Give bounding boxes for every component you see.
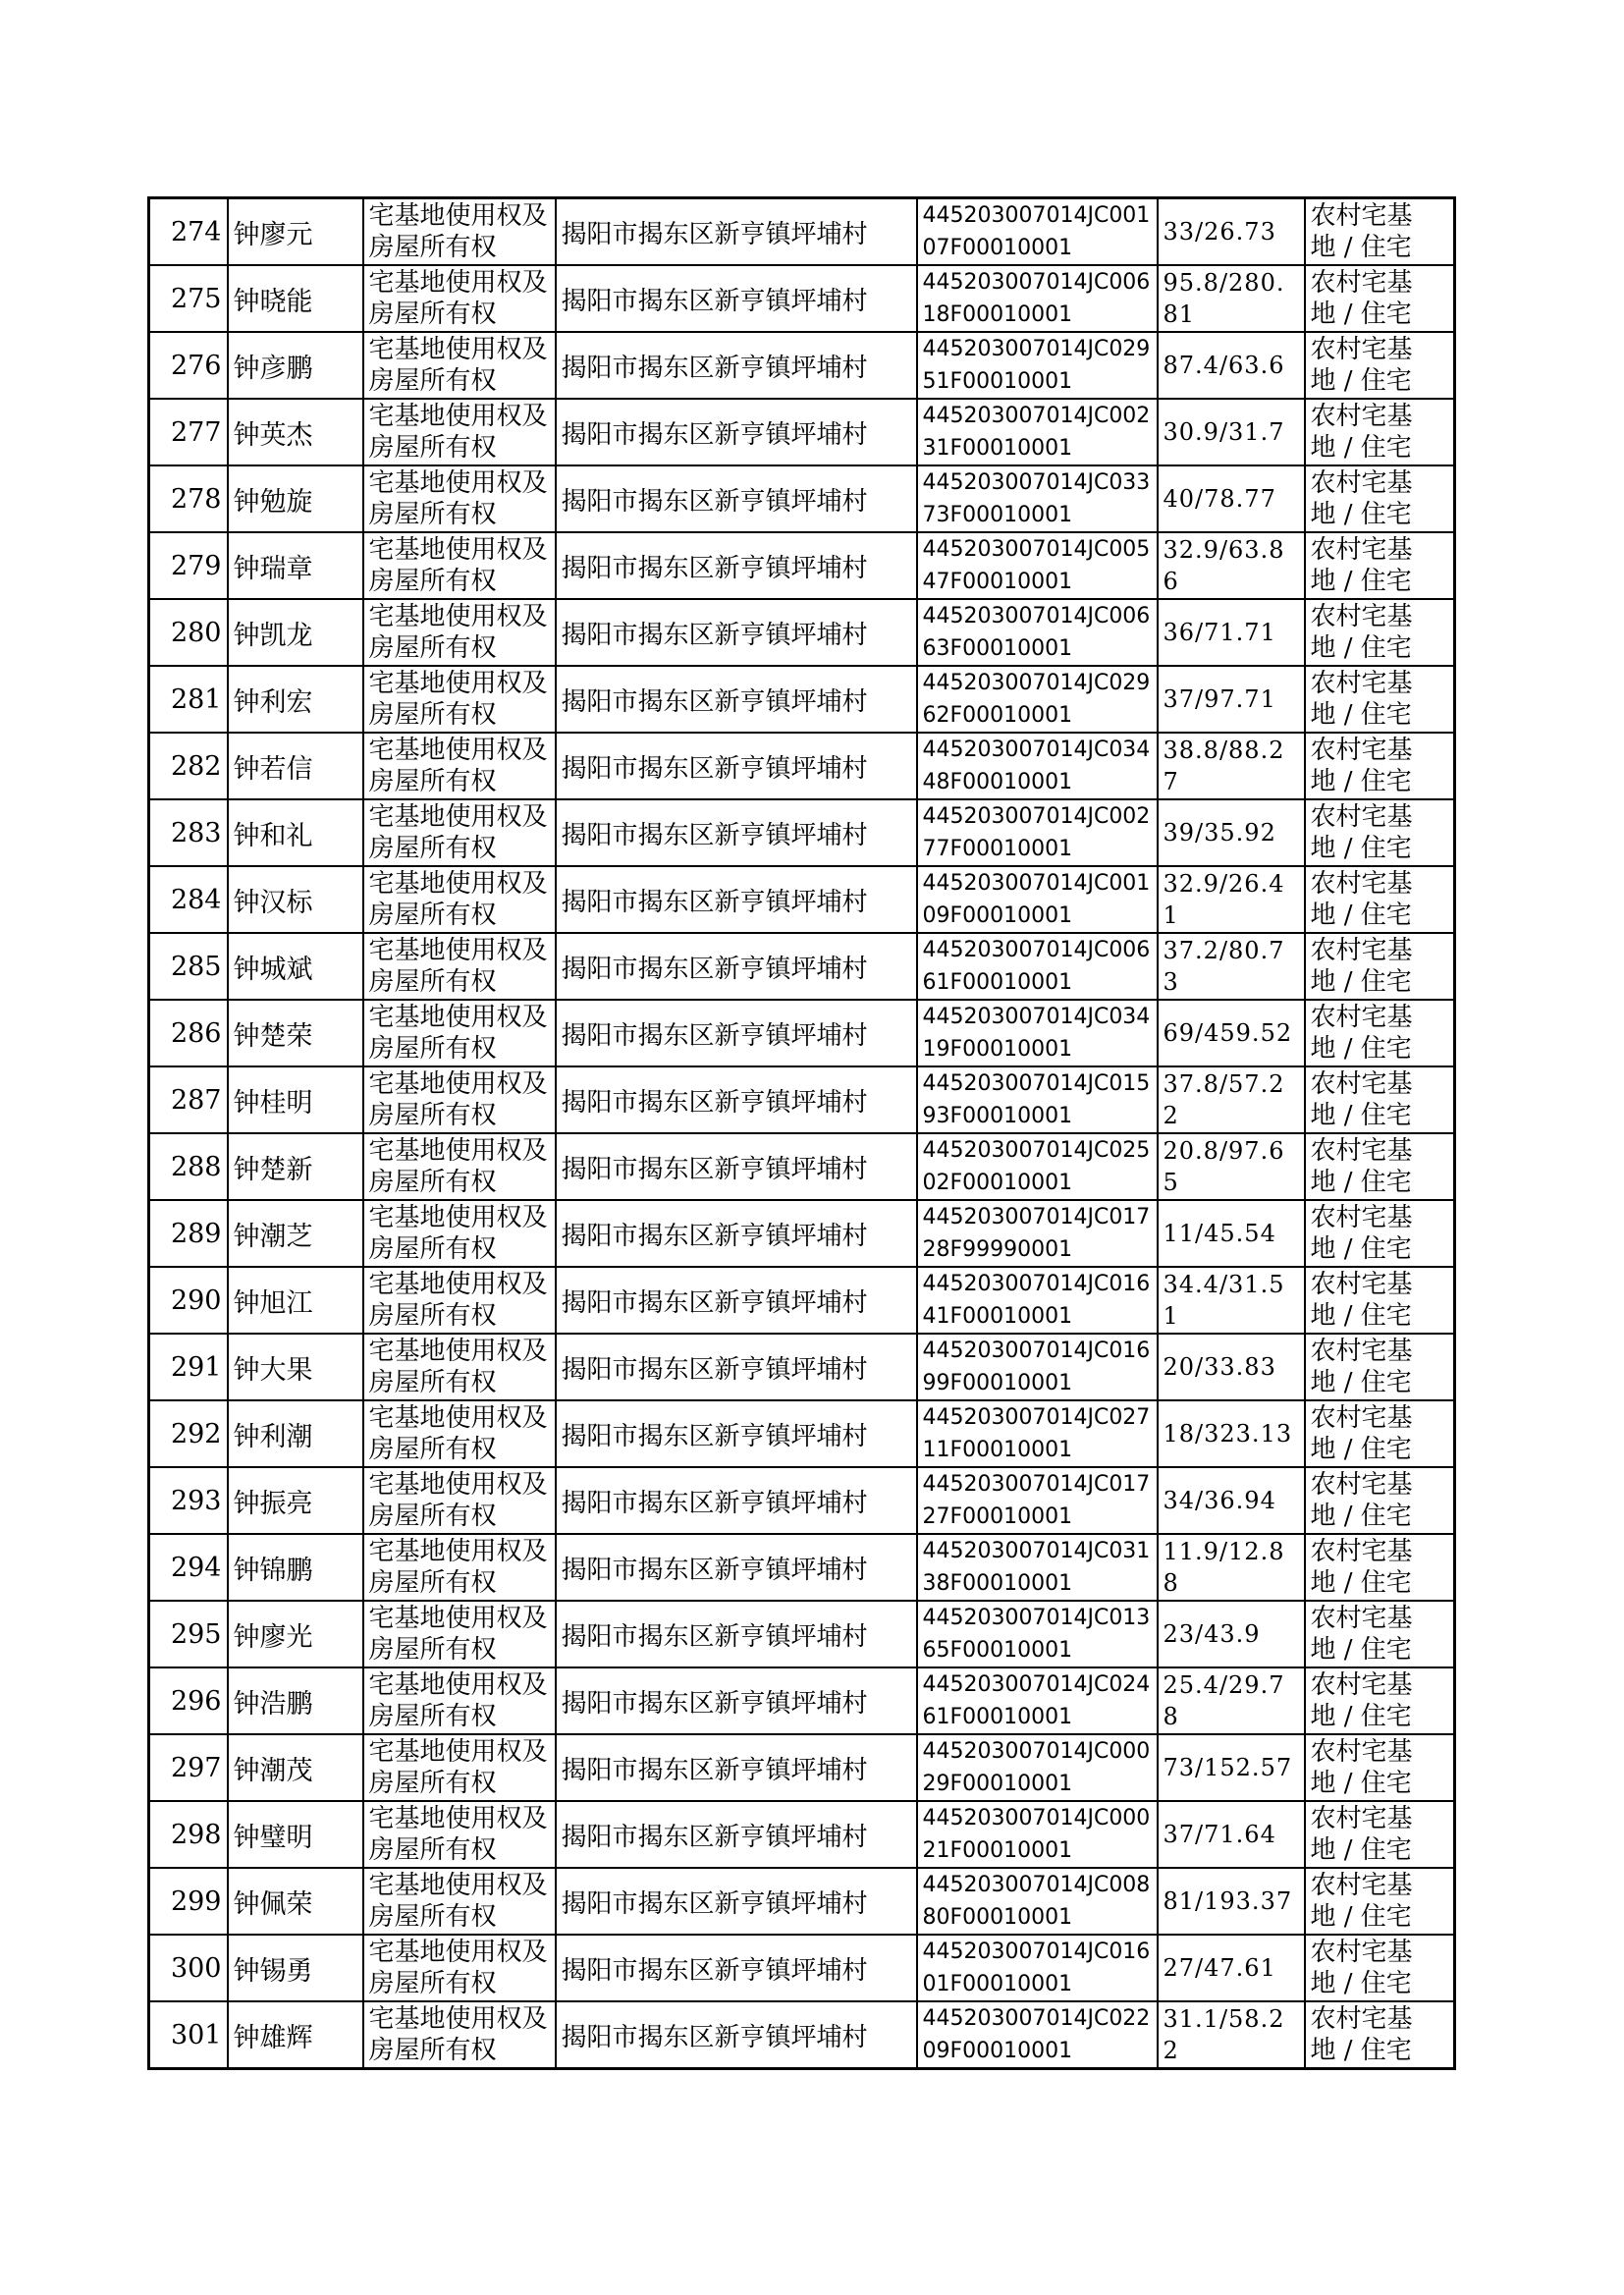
- usage-line-2: 地 / 住宅: [1310, 700, 1412, 730]
- right-type-cell: 宅基地使用权及房屋所有权: [363, 1200, 556, 1267]
- right-type-cell: 宅基地使用权及房屋所有权: [363, 599, 556, 666]
- unit-code-cell: 445203007014JC03419F00010001: [917, 1000, 1158, 1066]
- usage-cell: [1305, 1133, 1455, 1200]
- area-cell: 11.9/12.88: [1158, 1534, 1305, 1601]
- usage-line-2: 地 / 住宅: [1310, 767, 1412, 796]
- usage-cell: [1305, 1734, 1455, 1801]
- area-cell: 69/459.52: [1158, 1000, 1305, 1066]
- location-cell: 揭阳市揭东区新亨镇坪埔村: [556, 1467, 917, 1534]
- right-type-cell: 宅基地使用权及房屋所有权: [363, 799, 556, 866]
- owner-name-cell: 钟锦鹏: [228, 1534, 363, 1601]
- usage-cell: [1305, 465, 1455, 532]
- area-cell: 40/78.77: [1158, 465, 1305, 532]
- unit-code-cell: 445203007014JC00029F00010001: [917, 1734, 1158, 1801]
- unit-code-cell: 445203007014JC02962F00010001: [917, 666, 1158, 733]
- serial-number-cell: 298: [149, 1801, 228, 1868]
- location-cell: 揭阳市揭东区新亨镇坪埔村: [556, 2001, 917, 2069]
- registration-table: [147, 196, 1456, 2070]
- serial-number-cell: 294: [149, 1534, 228, 1601]
- owner-name-cell: 钟英杰: [228, 399, 363, 465]
- usage-line-2: 地 / 住宅: [1310, 1168, 1412, 1197]
- right-type-cell: 宅基地使用权及房屋所有权: [363, 465, 556, 532]
- owner-name-cell: 钟廖光: [228, 1601, 363, 1667]
- serial-number-cell: 281: [149, 666, 228, 733]
- usage-line-2: 地 / 住宅: [1310, 901, 1412, 930]
- right-type-cell: 宅基地使用权及房屋所有权: [363, 265, 556, 332]
- owner-name-cell: 钟浩鹏: [228, 1667, 363, 1734]
- table-row: [149, 1801, 1455, 1868]
- right-type-cell: 宅基地使用权及房屋所有权: [363, 399, 556, 465]
- usage-line-1: 农村宅基: [1310, 736, 1413, 765]
- location-cell: 揭阳市揭东区新亨镇坪埔村: [556, 1000, 917, 1066]
- unit-code-cell: 445203007014JC01601F00010001: [917, 1935, 1158, 2001]
- table-row: [149, 1400, 1455, 1467]
- right-type-cell: 宅基地使用权及房屋所有权: [363, 1334, 556, 1400]
- area-cell: 39/35.92: [1158, 799, 1305, 866]
- area-cell: 18/323.13: [1158, 1400, 1305, 1467]
- unit-code-cell: 445203007014JC02461F00010001: [917, 1667, 1158, 1734]
- serial-number-cell: 289: [149, 1200, 228, 1267]
- usage-line-2: 地 / 住宅: [1310, 1902, 1412, 1932]
- usage-cell: [1305, 1334, 1455, 1400]
- table-row: [149, 1000, 1455, 1066]
- serial-number-cell: 274: [149, 198, 228, 266]
- serial-number-cell: 280: [149, 599, 228, 666]
- usage-cell: [1305, 1200, 1455, 1267]
- usage-line-1: 农村宅基: [1310, 1337, 1413, 1366]
- usage-line-1: 农村宅基: [1310, 1604, 1413, 1633]
- owner-name-cell: 钟雄辉: [228, 2001, 363, 2069]
- table-row: [149, 1868, 1455, 1935]
- area-cell: 37/71.64: [1158, 1801, 1305, 1868]
- usage-line-1: 农村宅基: [1310, 669, 1413, 698]
- usage-line-2: 地 / 住宅: [1310, 1702, 1412, 1731]
- table-row: [149, 1267, 1455, 1334]
- usage-cell: [1305, 799, 1455, 866]
- location-cell: 揭阳市揭东区新亨镇坪埔村: [556, 1334, 917, 1400]
- usage-cell: [1305, 866, 1455, 933]
- usage-line-1: 农村宅基: [1310, 2004, 1413, 2034]
- location-cell: 揭阳市揭东区新亨镇坪埔村: [556, 599, 917, 666]
- owner-name-cell: 钟城斌: [228, 933, 363, 1000]
- usage-line-2: 地 / 住宅: [1310, 1234, 1412, 1264]
- usage-line-1: 农村宅基: [1310, 1938, 1413, 1967]
- usage-line-1: 农村宅基: [1310, 1470, 1413, 1500]
- owner-name-cell: 钟若信: [228, 733, 363, 799]
- unit-code-cell: 445203007014JC03448F00010001: [917, 733, 1158, 799]
- right-type-cell: 宅基地使用权及房屋所有权: [363, 198, 556, 266]
- unit-code-cell: 445203007014JC01593F00010001: [917, 1066, 1158, 1133]
- serial-number-cell: 300: [149, 1935, 228, 2001]
- table-row: [149, 1066, 1455, 1133]
- location-cell: 揭阳市揭东区新亨镇坪埔村: [556, 465, 917, 532]
- serial-number-cell: 286: [149, 1000, 228, 1066]
- serial-number-cell: 283: [149, 799, 228, 866]
- owner-name-cell: 钟楚新: [228, 1133, 363, 1200]
- usage-cell: [1305, 532, 1455, 599]
- serial-number-cell: 287: [149, 1066, 228, 1133]
- table-row: [149, 399, 1455, 465]
- usage-line-2: 地 / 住宅: [1310, 1835, 1412, 1865]
- table-row: [149, 933, 1455, 1000]
- right-type-cell: 宅基地使用权及房屋所有权: [363, 1801, 556, 1868]
- right-type-cell: 宅基地使用权及房屋所有权: [363, 1133, 556, 1200]
- location-cell: 揭阳市揭东区新亨镇坪埔村: [556, 532, 917, 599]
- usage-cell: [1305, 1066, 1455, 1133]
- usage-line-1: 农村宅基: [1310, 1003, 1413, 1032]
- unit-code-cell: 445203007014JC01641F00010001: [917, 1267, 1158, 1334]
- right-type-cell: 宅基地使用权及房屋所有权: [363, 866, 556, 933]
- usage-line-2: 地 / 住宅: [1310, 2036, 1412, 2065]
- location-cell: 揭阳市揭东区新亨镇坪埔村: [556, 1601, 917, 1667]
- owner-name-cell: 钟彦鹏: [228, 332, 363, 399]
- usage-line-2: 地 / 住宅: [1310, 1101, 1412, 1130]
- table-row: [149, 1935, 1455, 2001]
- unit-code-cell: 445203007014JC02209F00010001: [917, 2001, 1158, 2069]
- serial-number-cell: 275: [149, 265, 228, 332]
- serial-number-cell: 285: [149, 933, 228, 1000]
- unit-code-cell: 445203007014JC02951F00010001: [917, 332, 1158, 399]
- location-cell: 揭阳市揭东区新亨镇坪埔村: [556, 1734, 917, 1801]
- usage-line-1: 农村宅基: [1310, 869, 1413, 899]
- table-row: [149, 2001, 1455, 2069]
- area-cell: 30.9/31.7: [1158, 399, 1305, 465]
- area-cell: 23/43.9: [1158, 1601, 1305, 1667]
- usage-cell: [1305, 332, 1455, 399]
- area-cell: 34/36.94: [1158, 1467, 1305, 1534]
- location-cell: 揭阳市揭东区新亨镇坪埔村: [556, 399, 917, 465]
- unit-code-cell: 445203007014JC00231F00010001: [917, 399, 1158, 465]
- unit-code-cell: 445203007014JC00618F00010001: [917, 265, 1158, 332]
- right-type-cell: 宅基地使用权及房屋所有权: [363, 1534, 556, 1601]
- usage-line-1: 农村宅基: [1310, 936, 1413, 965]
- unit-code-cell: 445203007014JC03373F00010001: [917, 465, 1158, 532]
- table-row: [149, 465, 1455, 532]
- location-cell: 揭阳市揭东区新亨镇坪埔村: [556, 1935, 917, 2001]
- usage-cell: [1305, 733, 1455, 799]
- unit-code-cell: 445203007014JC01699F00010001: [917, 1334, 1158, 1400]
- unit-code-cell: 445203007014JC00021F00010001: [917, 1801, 1158, 1868]
- area-cell: 33/26.73: [1158, 198, 1305, 266]
- usage-cell: [1305, 1868, 1455, 1935]
- unit-code-cell: 445203007014JC00277F00010001: [917, 799, 1158, 866]
- area-cell: 20/33.83: [1158, 1334, 1305, 1400]
- usage-cell: [1305, 198, 1455, 266]
- table-row: [149, 1667, 1455, 1734]
- usage-line-1: 农村宅基: [1310, 1403, 1413, 1433]
- right-type-cell: 宅基地使用权及房屋所有权: [363, 532, 556, 599]
- table-row: [149, 265, 1455, 332]
- serial-number-cell: 299: [149, 1868, 228, 1935]
- owner-name-cell: 钟晓能: [228, 265, 363, 332]
- area-cell: 87.4/63.6: [1158, 332, 1305, 399]
- usage-line-1: 农村宅基: [1310, 802, 1413, 832]
- usage-line-2: 地 / 住宅: [1310, 366, 1412, 396]
- usage-line-2: 地 / 住宅: [1310, 233, 1412, 262]
- usage-line-2: 地 / 住宅: [1310, 834, 1412, 863]
- usage-line-1: 农村宅基: [1310, 402, 1413, 431]
- table-row: [149, 1133, 1455, 1200]
- serial-number-cell: 276: [149, 332, 228, 399]
- right-type-cell: 宅基地使用权及房屋所有权: [363, 733, 556, 799]
- table-row: [149, 1467, 1455, 1534]
- unit-code-cell: 445203007014JC00880F00010001: [917, 1868, 1158, 1935]
- owner-name-cell: 钟楚荣: [228, 1000, 363, 1066]
- usage-cell: [1305, 599, 1455, 666]
- table-row: [149, 198, 1455, 266]
- usage-line-2: 地 / 住宅: [1310, 1635, 1412, 1665]
- usage-cell: [1305, 1667, 1455, 1734]
- owner-name-cell: 钟振亮: [228, 1467, 363, 1534]
- location-cell: 揭阳市揭东区新亨镇坪埔村: [556, 1868, 917, 1935]
- usage-line-2: 地 / 住宅: [1310, 633, 1412, 663]
- serial-number-cell: 279: [149, 532, 228, 599]
- location-cell: 揭阳市揭东区新亨镇坪埔村: [556, 332, 917, 399]
- owner-name-cell: 钟佩荣: [228, 1868, 363, 1935]
- area-cell: 73/152.57: [1158, 1734, 1305, 1801]
- usage-line-2: 地 / 住宅: [1310, 1301, 1412, 1331]
- usage-cell: [1305, 1267, 1455, 1334]
- serial-number-cell: 301: [149, 2001, 228, 2069]
- owner-name-cell: 钟利潮: [228, 1400, 363, 1467]
- right-type-cell: 宅基地使用权及房屋所有权: [363, 1601, 556, 1667]
- area-cell: 20.8/97.65: [1158, 1133, 1305, 1200]
- usage-line-2: 地 / 住宅: [1310, 433, 1412, 463]
- usage-line-1: 农村宅基: [1310, 1203, 1413, 1232]
- usage-line-1: 农村宅基: [1310, 1804, 1413, 1833]
- area-cell: 37.2/80.73: [1158, 933, 1305, 1000]
- serial-number-cell: 291: [149, 1334, 228, 1400]
- usage-line-1: 农村宅基: [1310, 201, 1413, 231]
- area-cell: 31.1/58.22: [1158, 2001, 1305, 2069]
- owner-name-cell: 钟凯龙: [228, 599, 363, 666]
- usage-line-2: 地 / 住宅: [1310, 1568, 1412, 1598]
- usage-line-2: 地 / 住宅: [1310, 967, 1412, 997]
- unit-code-cell: 445203007014JC03138F00010001: [917, 1534, 1158, 1601]
- serial-number-cell: 295: [149, 1601, 228, 1667]
- owner-name-cell: 钟勉旋: [228, 465, 363, 532]
- area-cell: 37/97.71: [1158, 666, 1305, 733]
- right-type-cell: 宅基地使用权及房屋所有权: [363, 1467, 556, 1534]
- usage-line-1: 农村宅基: [1310, 1069, 1413, 1099]
- table-row: [149, 332, 1455, 399]
- usage-cell: [1305, 1935, 1455, 2001]
- owner-name-cell: 钟锡勇: [228, 1935, 363, 2001]
- usage-cell: [1305, 2001, 1455, 2069]
- usage-line-2: 地 / 住宅: [1310, 1435, 1412, 1464]
- serial-number-cell: 277: [149, 399, 228, 465]
- usage-line-2: 地 / 住宅: [1310, 500, 1412, 529]
- right-type-cell: 宅基地使用权及房屋所有权: [363, 1868, 556, 1935]
- location-cell: 揭阳市揭东区新亨镇坪埔村: [556, 198, 917, 266]
- usage-cell: [1305, 1000, 1455, 1066]
- serial-number-cell: 293: [149, 1467, 228, 1534]
- table-row: [149, 1734, 1455, 1801]
- table-row: [149, 532, 1455, 599]
- owner-name-cell: 钟璧明: [228, 1801, 363, 1868]
- owner-name-cell: 钟大果: [228, 1334, 363, 1400]
- right-type-cell: 宅基地使用权及房屋所有权: [363, 1734, 556, 1801]
- usage-cell: [1305, 1801, 1455, 1868]
- serial-number-cell: 296: [149, 1667, 228, 1734]
- unit-code-cell: 445203007014JC00663F00010001: [917, 599, 1158, 666]
- table-row: [149, 599, 1455, 666]
- location-cell: 揭阳市揭东区新亨镇坪埔村: [556, 1267, 917, 1334]
- location-cell: 揭阳市揭东区新亨镇坪埔村: [556, 666, 917, 733]
- location-cell: 揭阳市揭东区新亨镇坪埔村: [556, 1066, 917, 1133]
- right-type-cell: 宅基地使用权及房屋所有权: [363, 933, 556, 1000]
- area-cell: 34.4/31.51: [1158, 1267, 1305, 1334]
- serial-number-cell: 282: [149, 733, 228, 799]
- usage-cell: [1305, 933, 1455, 1000]
- right-type-cell: 宅基地使用权及房屋所有权: [363, 1000, 556, 1066]
- location-cell: 揭阳市揭东区新亨镇坪埔村: [556, 799, 917, 866]
- table-body: [149, 198, 1455, 2069]
- location-cell: 揭阳市揭东区新亨镇坪埔村: [556, 1534, 917, 1601]
- area-cell: 38.8/88.27: [1158, 733, 1305, 799]
- table-row: [149, 866, 1455, 933]
- location-cell: 揭阳市揭东区新亨镇坪埔村: [556, 1200, 917, 1267]
- location-cell: 揭阳市揭东区新亨镇坪埔村: [556, 1801, 917, 1868]
- usage-line-1: 农村宅基: [1310, 1871, 1413, 1900]
- usage-line-1: 农村宅基: [1310, 335, 1413, 364]
- area-cell: 27/47.61: [1158, 1935, 1305, 2001]
- serial-number-cell: 292: [149, 1400, 228, 1467]
- unit-code-cell: 445203007014JC01728F99990001: [917, 1200, 1158, 1267]
- location-cell: 揭阳市揭东区新亨镇坪埔村: [556, 933, 917, 1000]
- usage-line-2: 地 / 住宅: [1310, 1368, 1412, 1397]
- right-type-cell: 宅基地使用权及房屋所有权: [363, 1267, 556, 1334]
- usage-line-2: 地 / 住宅: [1310, 1769, 1412, 1798]
- table-row: [149, 799, 1455, 866]
- serial-number-cell: 278: [149, 465, 228, 532]
- usage-line-1: 农村宅基: [1310, 1670, 1413, 1700]
- right-type-cell: 宅基地使用权及房屋所有权: [363, 2001, 556, 2069]
- usage-line-2: 地 / 住宅: [1310, 1034, 1412, 1064]
- owner-name-cell: 钟桂明: [228, 1066, 363, 1133]
- usage-line-1: 农村宅基: [1310, 535, 1413, 565]
- owner-name-cell: 钟潮芝: [228, 1200, 363, 1267]
- table-row: [149, 733, 1455, 799]
- location-cell: 揭阳市揭东区新亨镇坪埔村: [556, 1400, 917, 1467]
- unit-code-cell: 445203007014JC02711F00010001: [917, 1400, 1158, 1467]
- right-type-cell: 宅基地使用权及房屋所有权: [363, 1667, 556, 1734]
- right-type-cell: 宅基地使用权及房屋所有权: [363, 1400, 556, 1467]
- location-cell: 揭阳市揭东区新亨镇坪埔村: [556, 1667, 917, 1734]
- location-cell: 揭阳市揭东区新亨镇坪埔村: [556, 265, 917, 332]
- table-row: [149, 1200, 1455, 1267]
- serial-number-cell: 288: [149, 1133, 228, 1200]
- usage-line-1: 农村宅基: [1310, 602, 1413, 631]
- table-row: [149, 1534, 1455, 1601]
- location-cell: 揭阳市揭东区新亨镇坪埔村: [556, 866, 917, 933]
- area-cell: 11/45.54: [1158, 1200, 1305, 1267]
- owner-name-cell: 钟廖元: [228, 198, 363, 266]
- usage-cell: [1305, 1534, 1455, 1601]
- usage-line-2: 地 / 住宅: [1310, 300, 1412, 329]
- unit-code-cell: 445203007014JC00547F00010001: [917, 532, 1158, 599]
- serial-number-cell: 297: [149, 1734, 228, 1801]
- owner-name-cell: 钟瑞章: [228, 532, 363, 599]
- right-type-cell: 宅基地使用权及房屋所有权: [363, 1066, 556, 1133]
- usage-cell: [1305, 265, 1455, 332]
- usage-line-2: 地 / 住宅: [1310, 1502, 1412, 1531]
- area-cell: 81/193.37: [1158, 1868, 1305, 1935]
- right-type-cell: 宅基地使用权及房屋所有权: [363, 332, 556, 399]
- owner-name-cell: 钟汉标: [228, 866, 363, 933]
- usage-cell: [1305, 1400, 1455, 1467]
- usage-cell: [1305, 1601, 1455, 1667]
- usage-line-2: 地 / 住宅: [1310, 567, 1412, 596]
- usage-line-1: 农村宅基: [1310, 468, 1413, 498]
- table-row: [149, 1601, 1455, 1667]
- usage-line-1: 农村宅基: [1310, 1136, 1413, 1166]
- owner-name-cell: 钟和礼: [228, 799, 363, 866]
- owner-name-cell: 钟利宏: [228, 666, 363, 733]
- usage-cell: [1305, 666, 1455, 733]
- serial-number-cell: 290: [149, 1267, 228, 1334]
- owner-name-cell: 钟潮茂: [228, 1734, 363, 1801]
- usage-cell: [1305, 1467, 1455, 1534]
- usage-line-1: 农村宅基: [1310, 268, 1413, 298]
- location-cell: 揭阳市揭东区新亨镇坪埔村: [556, 1133, 917, 1200]
- location-cell: 揭阳市揭东区新亨镇坪埔村: [556, 733, 917, 799]
- serial-number-cell: 284: [149, 866, 228, 933]
- usage-line-1: 农村宅基: [1310, 1537, 1413, 1566]
- usage-line-1: 农村宅基: [1310, 1737, 1413, 1767]
- unit-code-cell: 445203007014JC01365F00010001: [917, 1601, 1158, 1667]
- owner-name-cell: 钟旭江: [228, 1267, 363, 1334]
- table-row: [149, 666, 1455, 733]
- unit-code-cell: 445203007014JC00109F00010001: [917, 866, 1158, 933]
- area-cell: 36/71.71: [1158, 599, 1305, 666]
- area-cell: 25.4/29.78: [1158, 1667, 1305, 1734]
- table-row: [149, 1334, 1455, 1400]
- area-cell: 32.9/26.41: [1158, 866, 1305, 933]
- unit-code-cell: 445203007014JC02502F00010001: [917, 1133, 1158, 1200]
- area-cell: 37.8/57.22: [1158, 1066, 1305, 1133]
- area-cell: 32.9/63.86: [1158, 532, 1305, 599]
- area-cell: 95.8/280.81: [1158, 265, 1305, 332]
- unit-code-cell: 445203007014JC01727F00010001: [917, 1467, 1158, 1534]
- unit-code-cell: 445203007014JC00661F00010001: [917, 933, 1158, 1000]
- usage-line-2: 地 / 住宅: [1310, 1969, 1412, 1998]
- usage-line-1: 农村宅基: [1310, 1270, 1413, 1299]
- right-type-cell: 宅基地使用权及房屋所有权: [363, 1935, 556, 2001]
- unit-code-cell: 445203007014JC00107F00010001: [917, 198, 1158, 266]
- usage-cell: [1305, 399, 1455, 465]
- right-type-cell: 宅基地使用权及房屋所有权: [363, 666, 556, 733]
